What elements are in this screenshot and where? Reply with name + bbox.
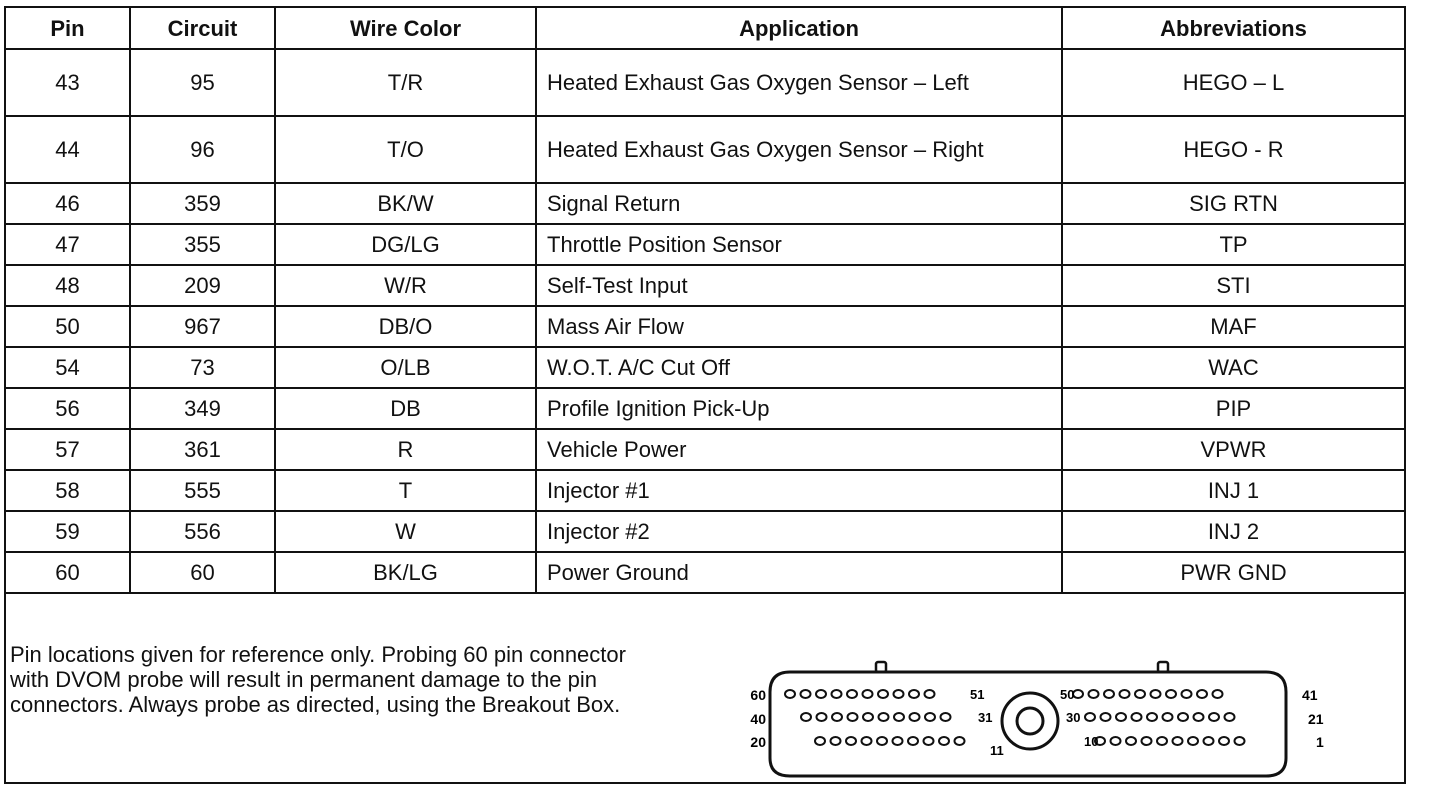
reference-note: Pin locations given for reference only. Probing 60 pin connector with DVOM probe will result in permanent damage to the pin connectors. Always probe as directed, using the Breakout Box. xyxy=(10,642,626,717)
connector-label-21: 21 xyxy=(1308,711,1324,727)
table-row xyxy=(6,552,1404,593)
table-row xyxy=(6,306,1404,347)
connector-pin xyxy=(1142,737,1152,745)
connector-pin xyxy=(1197,690,1207,698)
application-cell: Self-Test Input xyxy=(536,265,1062,306)
document-frame xyxy=(4,6,1406,784)
circuit-cell: 209 xyxy=(130,265,275,306)
connector-pin xyxy=(846,737,856,745)
connector-label-41: 41 xyxy=(1302,687,1318,703)
circuit-cell: 967 xyxy=(130,306,275,347)
abbreviation-cell: WAC xyxy=(1062,347,1404,388)
connector-label-31: 31 xyxy=(978,710,993,725)
connector-pin xyxy=(924,737,934,745)
table-row xyxy=(6,49,1404,116)
application-cell: W.O.T. A/C Cut Off xyxy=(536,347,1062,388)
circuit-cell: 359 xyxy=(130,183,275,224)
wire-color-cell: DB/O xyxy=(275,306,536,347)
table-row xyxy=(6,265,1404,306)
pin-cell: 48 xyxy=(6,265,130,306)
application-cell: Vehicle Power xyxy=(536,429,1062,470)
connector-pin xyxy=(1132,713,1142,721)
wire-color-cell: DB xyxy=(275,388,536,429)
pin-cell: 56 xyxy=(6,388,130,429)
connector-pin xyxy=(1104,690,1114,698)
pin-cell: 46 xyxy=(6,183,130,224)
connector-pin xyxy=(1173,737,1183,745)
connector-pin xyxy=(1219,737,1229,745)
connector-pin xyxy=(1166,690,1176,698)
connector-pin xyxy=(879,713,889,721)
table-row xyxy=(6,347,1404,388)
pin-cell: 44 xyxy=(6,116,130,183)
connector-pin xyxy=(1163,713,1173,721)
abbreviation-cell: SIG RTN xyxy=(1062,183,1404,224)
circuit-cell: 349 xyxy=(130,388,275,429)
connector-label-30: 30 xyxy=(1066,710,1081,725)
header-circuit: Circuit xyxy=(130,8,275,49)
connector-pin xyxy=(893,737,903,745)
connector-pin xyxy=(832,690,842,698)
connector-pin xyxy=(1089,690,1099,698)
table-row xyxy=(6,116,1404,183)
circuit-cell: 361 xyxy=(130,429,275,470)
connector-pin xyxy=(817,713,827,721)
pin-table xyxy=(6,8,1404,594)
connector-pin xyxy=(862,737,872,745)
abbreviation-cell: INJ 2 xyxy=(1062,511,1404,552)
connector-label-51: 51 xyxy=(970,687,985,702)
connector-pin xyxy=(1235,737,1245,745)
connector-pin xyxy=(832,713,842,721)
pin-cell: 58 xyxy=(6,470,130,511)
table-row xyxy=(6,183,1404,224)
wire-color-cell: R xyxy=(275,429,536,470)
abbreviation-cell: INJ 1 xyxy=(1062,470,1404,511)
pin-cell: 57 xyxy=(6,429,130,470)
abbreviation-cell: HEGO – L xyxy=(1062,49,1404,116)
abbreviation-cell: PIP xyxy=(1062,388,1404,429)
table-row xyxy=(6,511,1404,552)
application-cell: Profile Ignition Pick-Up xyxy=(536,388,1062,429)
abbreviation-cell: VPWR xyxy=(1062,429,1404,470)
connector-pin xyxy=(925,690,935,698)
abbreviation-cell: PWR GND xyxy=(1062,552,1404,593)
connector-pin xyxy=(801,713,811,721)
header-abbreviations: Abbreviations xyxy=(1062,8,1404,49)
connector-pin xyxy=(908,737,918,745)
circuit-cell: 355 xyxy=(130,224,275,265)
application-cell: Heated Exhaust Gas Oxygen Sensor – Right xyxy=(536,116,1062,183)
application-cell: Power Ground xyxy=(536,552,1062,593)
wire-color-cell: DG/LG xyxy=(275,224,536,265)
table-row xyxy=(6,388,1404,429)
connector-pin xyxy=(847,690,857,698)
connector-label-40: 40 xyxy=(750,711,766,727)
connector-outline xyxy=(770,672,1286,776)
application-cell: Heated Exhaust Gas Oxygen Sensor – Left xyxy=(536,49,1062,116)
circuit-cell: 60 xyxy=(130,552,275,593)
connector-pin xyxy=(1151,690,1161,698)
circuit-cell: 555 xyxy=(130,470,275,511)
connector-pin xyxy=(955,737,965,745)
table-header-row xyxy=(6,8,1404,49)
wire-color-cell: W/R xyxy=(275,265,536,306)
connector-pin xyxy=(894,690,904,698)
application-cell: Mass Air Flow xyxy=(536,306,1062,347)
application-cell: Signal Return xyxy=(536,183,1062,224)
application-cell: Throttle Position Sensor xyxy=(536,224,1062,265)
connector-pin xyxy=(1116,713,1126,721)
connector-pin xyxy=(1188,737,1198,745)
header-pin: Pin xyxy=(6,8,130,49)
header-application: Application xyxy=(536,8,1062,49)
connector-pin xyxy=(1178,713,1188,721)
circuit-cell: 556 xyxy=(130,511,275,552)
table-row xyxy=(6,470,1404,511)
connector-pin xyxy=(877,737,887,745)
connector-pin xyxy=(1101,713,1111,721)
connector-key-inner xyxy=(1017,708,1043,734)
wire-color-cell: O/LB xyxy=(275,347,536,388)
connector-pin xyxy=(941,713,951,721)
pin-cell: 59 xyxy=(6,511,130,552)
connector-pin xyxy=(1126,737,1136,745)
connector-pin xyxy=(831,737,841,745)
pin-cell: 50 xyxy=(6,306,130,347)
connector-diagram xyxy=(728,658,1368,783)
wire-color-cell: T/R xyxy=(275,49,536,116)
connector-pin xyxy=(894,713,904,721)
wire-color-cell: BK/W xyxy=(275,183,536,224)
connector-pin xyxy=(1194,713,1204,721)
connector-label-20: 20 xyxy=(750,734,766,750)
connector-label-11: 11 xyxy=(990,743,1004,758)
connector-pin xyxy=(1204,737,1214,745)
wire-color-cell: T/O xyxy=(275,116,536,183)
connector-label-60: 60 xyxy=(750,687,766,703)
connector-pin xyxy=(878,690,888,698)
connector-pin xyxy=(1135,690,1145,698)
connector-pin xyxy=(848,713,858,721)
table-row xyxy=(6,429,1404,470)
connector-pin xyxy=(909,690,919,698)
connector-pin xyxy=(815,737,825,745)
pin-cell: 43 xyxy=(6,49,130,116)
connector-label-10: 10 xyxy=(1084,734,1099,749)
connector-pin xyxy=(1073,690,1083,698)
connector-pin xyxy=(1225,713,1235,721)
connector-pin xyxy=(925,713,935,721)
connector-label-50: 50 xyxy=(1060,687,1075,702)
abbreviation-cell: MAF xyxy=(1062,306,1404,347)
abbreviation-cell: HEGO - R xyxy=(1062,116,1404,183)
connector-pin xyxy=(801,690,811,698)
connector-pin xyxy=(910,713,920,721)
connector-pin xyxy=(939,737,949,745)
connector-label-1: 1 xyxy=(1316,734,1324,750)
connector-pin xyxy=(1111,737,1121,745)
connector-pin xyxy=(1120,690,1130,698)
abbreviation-cell: TP xyxy=(1062,224,1404,265)
application-cell: Injector #2 xyxy=(536,511,1062,552)
wire-color-cell: BK/LG xyxy=(275,552,536,593)
connector-pin xyxy=(1157,737,1167,745)
wire-color-cell: T xyxy=(275,470,536,511)
connector-key-outer xyxy=(1002,693,1058,749)
circuit-cell: 73 xyxy=(130,347,275,388)
table-row xyxy=(6,224,1404,265)
pin-cell: 60 xyxy=(6,552,130,593)
connector-pin xyxy=(1213,690,1223,698)
connector-pin xyxy=(863,713,873,721)
connector-pin xyxy=(816,690,826,698)
circuit-cell: 95 xyxy=(130,49,275,116)
pin-cell: 54 xyxy=(6,347,130,388)
connector-pin xyxy=(1209,713,1219,721)
circuit-cell: 96 xyxy=(130,116,275,183)
connector-pin xyxy=(1085,713,1095,721)
header-wire-color: Wire Color xyxy=(275,8,536,49)
wire-color-cell: W xyxy=(275,511,536,552)
pin-table-body xyxy=(6,49,1404,593)
connector-pin xyxy=(785,690,795,698)
application-cell: Injector #1 xyxy=(536,470,1062,511)
connector-pin xyxy=(1182,690,1192,698)
pin-cell: 47 xyxy=(6,224,130,265)
connector-pin xyxy=(863,690,873,698)
abbreviation-cell: STI xyxy=(1062,265,1404,306)
connector-pin xyxy=(1147,713,1157,721)
